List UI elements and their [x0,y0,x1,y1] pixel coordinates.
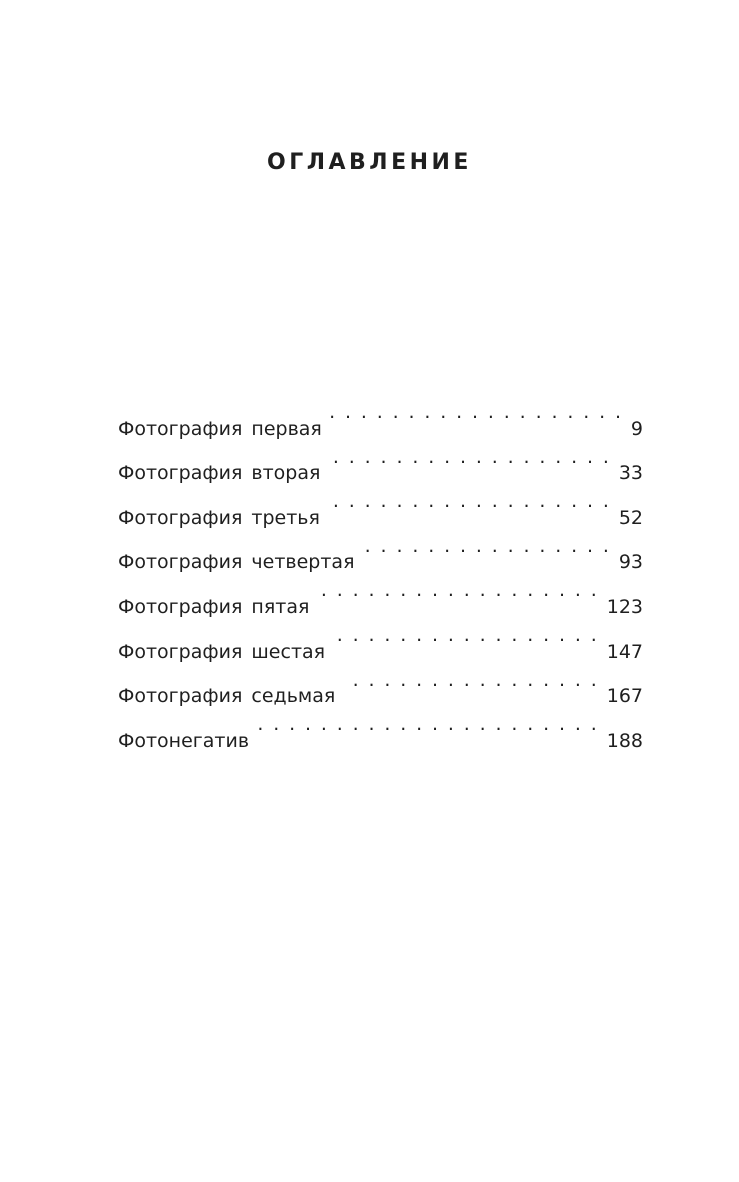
table-of-contents-title: ОГЛАВЛЕНИЕ [267,150,472,175]
toc-entry-page-number: 167 [606,685,643,708]
dot-leader [328,390,623,435]
toc-entry-page-number: 123 [606,595,643,618]
toc-entry-page-number: 33 [618,462,643,485]
toc-entry-title: Фотография пятая [118,595,310,618]
toc-entry-page-number: 52 [618,506,643,529]
toc-entry [118,390,643,440]
dot-leader [341,658,598,703]
toc-entry-page-number: 188 [606,729,643,752]
toc-entry-title: Фотонегатив [118,729,250,752]
dot-leader [315,568,598,613]
toc-entry-title: Фотография четвертая [118,551,355,574]
toc-entry-title: Фотография третья [118,506,320,529]
toc-entry-title: Фотография шестая [118,640,326,663]
dot-leader [326,435,610,480]
toc-entry-title: Фотография седьмая [118,685,336,708]
dot-leader [331,613,599,658]
toc-entry-title: Фотография первая [118,417,322,440]
dot-leader [255,702,599,747]
dot-leader [326,479,611,524]
toc-entry-page-number: 147 [606,640,643,663]
dot-leader [361,524,611,569]
toc-entry-page-number: 9 [630,417,643,440]
toc-entry-title: Фотография вторая [118,462,321,485]
table-of-contents-list [118,390,643,752]
toc-entry-page-number: 93 [618,551,643,574]
